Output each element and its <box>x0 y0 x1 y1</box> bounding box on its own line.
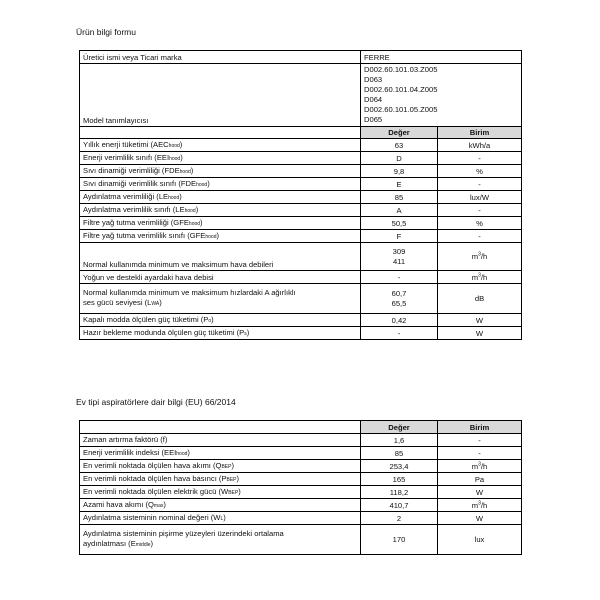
table-row <box>80 512 522 525</box>
row-unit: $m^3/h$ <box>438 499 522 512</box>
row-unit: - <box>438 178 522 191</box>
table-row <box>80 139 522 152</box>
regulation-title: Ev tipi aspiratörlere dair bilgi (EU) 66/2014 <box>76 397 236 407</box>
model-id: D064 <box>364 95 383 104</box>
row-label: Zaman artırma faktörü (f) <box>80 434 361 447</box>
model-list <box>361 64 522 127</box>
illuminance-value: 170 <box>361 525 438 555</box>
table-row <box>80 314 522 327</box>
row-unit: W <box>438 327 522 340</box>
row-unit: W <box>438 512 522 525</box>
row-value: D <box>361 152 438 165</box>
row-unit: W <box>438 486 522 499</box>
model-id: D002.60.101.05.Z005 <box>364 105 438 114</box>
row-unit: W <box>438 314 522 327</box>
table2-header-value: Değer <box>361 421 438 434</box>
table-row <box>80 152 522 165</box>
row-unit: - <box>438 447 522 460</box>
table2-header-blank <box>80 421 361 434</box>
boost-value: - <box>361 271 438 284</box>
row-label: Sıvı dinamiği verimlilik sınıfı (FDEhood) <box>80 178 361 191</box>
row-value: 50,5 <box>361 217 438 230</box>
table2-header-unit: Birim <box>438 421 522 434</box>
illuminance-row <box>80 525 522 555</box>
row-value: A <box>361 204 438 217</box>
table-row <box>80 327 522 340</box>
row-label: Hazır bekleme modunda ölçülen güç tüketimi (Ps) <box>80 327 361 340</box>
airflow-row <box>80 243 522 271</box>
row-value: 0,42 <box>361 314 438 327</box>
row-unit: % <box>438 165 522 178</box>
boost-label: Yoğun ve destekli ayardaki hava debisi <box>80 271 361 284</box>
noise-min: 60,7 <box>391 288 407 298</box>
table1-header-value: Değer <box>361 127 438 139</box>
row-value: - <box>361 327 438 340</box>
row-value: 85 <box>361 191 438 204</box>
boost-row <box>80 271 522 284</box>
boost-unit: $m^3/h$ <box>438 271 522 284</box>
row-value: F <box>361 230 438 243</box>
model-id: D065 <box>364 115 383 124</box>
row-value: 85 <box>361 447 438 460</box>
table-row <box>80 460 522 473</box>
table-row <box>80 473 522 486</box>
model-label: Model tanımlayıcısı <box>80 64 361 127</box>
table-row <box>80 486 522 499</box>
row-label: Azami hava akımı (Qmax) <box>80 499 361 512</box>
model-id: D002.60.101.04.Z005 <box>364 85 438 94</box>
table-row <box>80 178 522 191</box>
row-value: 253,4 <box>361 460 438 473</box>
row-unit: - <box>438 152 522 165</box>
row-value: 118,2 <box>361 486 438 499</box>
table-row <box>80 191 522 204</box>
regulation-table <box>79 420 522 555</box>
model-id: D002.60.101.03.Z005 <box>364 65 438 74</box>
airflow-max: 411 <box>392 256 406 266</box>
row-label: Aydınlatma verimlilik sınıfı (LEhood) <box>80 204 361 217</box>
row-label: En verimli noktada ölçülen elektrik gücü (WBEP) <box>80 486 361 499</box>
airflow-min: 309 <box>392 246 406 256</box>
row-label: En verimli noktada ölçülen hava basıncı (PBEP) <box>80 473 361 486</box>
row-value: 2 <box>361 512 438 525</box>
row-value: 165 <box>361 473 438 486</box>
table-row <box>80 447 522 460</box>
table1-header-unit: Birim <box>438 127 522 139</box>
manufacturer-value: FERRE <box>361 51 522 64</box>
row-unit: - <box>438 204 522 217</box>
table-row <box>80 165 522 178</box>
row-label: Enerji verimlilik sınıfı (EEIhood) <box>80 152 361 165</box>
row-label: Yıllık enerji tüketimi (AEChood) <box>80 139 361 152</box>
row-value: 9,8 <box>361 165 438 178</box>
airflow-label: Normal kullanımda minimum ve maksimum hava debileri <box>80 243 361 271</box>
illuminance-label: Aydınlatma sisteminin pişirme yüzeyleri üzerindeki ortalama aydınlatması (Emiddle) <box>80 525 361 555</box>
noise-values <box>361 284 438 314</box>
row-unit: kWh/a <box>438 139 522 152</box>
airflow-unit: $m^3/h$ <box>438 243 522 271</box>
table-row <box>80 204 522 217</box>
row-label: Filtre yağ tutma verimliliği (GFEhood) <box>80 217 361 230</box>
product-info-table <box>79 50 522 340</box>
table1-header-blank <box>80 127 361 139</box>
table-row <box>80 230 522 243</box>
illuminance-unit: lux <box>438 525 522 555</box>
table-row <box>80 499 522 512</box>
row-value: 1,6 <box>361 434 438 447</box>
noise-row <box>80 284 522 314</box>
row-value: 410,7 <box>361 499 438 512</box>
table-row <box>80 434 522 447</box>
row-unit: - <box>438 230 522 243</box>
row-label: En verimli noktada ölçülen hava akımı (QBEP) <box>80 460 361 473</box>
row-label: Kapalı modda ölçülen güç tüketimi (Po) <box>80 314 361 327</box>
row-label: Filtre yağ tutma verimlilik sınıfı (GFEhood) <box>80 230 361 243</box>
manufacturer-row <box>80 51 522 64</box>
row-value: 63 <box>361 139 438 152</box>
manufacturer-label: Üretici ismi veya Ticari marka <box>80 51 361 64</box>
row-label: Aydınlatma sisteminin nominal değeri (WL) <box>80 512 361 525</box>
form-title: Ürün bilgi formu <box>76 27 136 37</box>
row-unit: lux/W <box>438 191 522 204</box>
row-value: E <box>361 178 438 191</box>
row-label: Sıvı dinamiği verimliliği (FDEhood) <box>80 165 361 178</box>
row-label: Aydınlatma verimliliği (LEhood) <box>80 191 361 204</box>
table-row <box>80 217 522 230</box>
row-unit: - <box>438 434 522 447</box>
noise-max: 65,5 <box>391 298 407 308</box>
row-label: Enerji verimlilik indeksi (EEIhood) <box>80 447 361 460</box>
row-unit: Pa <box>438 473 522 486</box>
noise-unit: dB <box>438 284 522 314</box>
model-row <box>80 64 522 127</box>
table1-header <box>80 127 522 139</box>
row-unit: $m^3/h$ <box>438 460 522 473</box>
model-id: D063 <box>364 75 383 84</box>
airflow-values <box>361 243 438 271</box>
noise-label: Normal kullanımda minimum ve maksimum hızlardaki A ağırlıklı ses gücü seviyesi (LWA) <box>80 284 361 314</box>
table2-header <box>80 421 522 434</box>
row-unit: % <box>438 217 522 230</box>
